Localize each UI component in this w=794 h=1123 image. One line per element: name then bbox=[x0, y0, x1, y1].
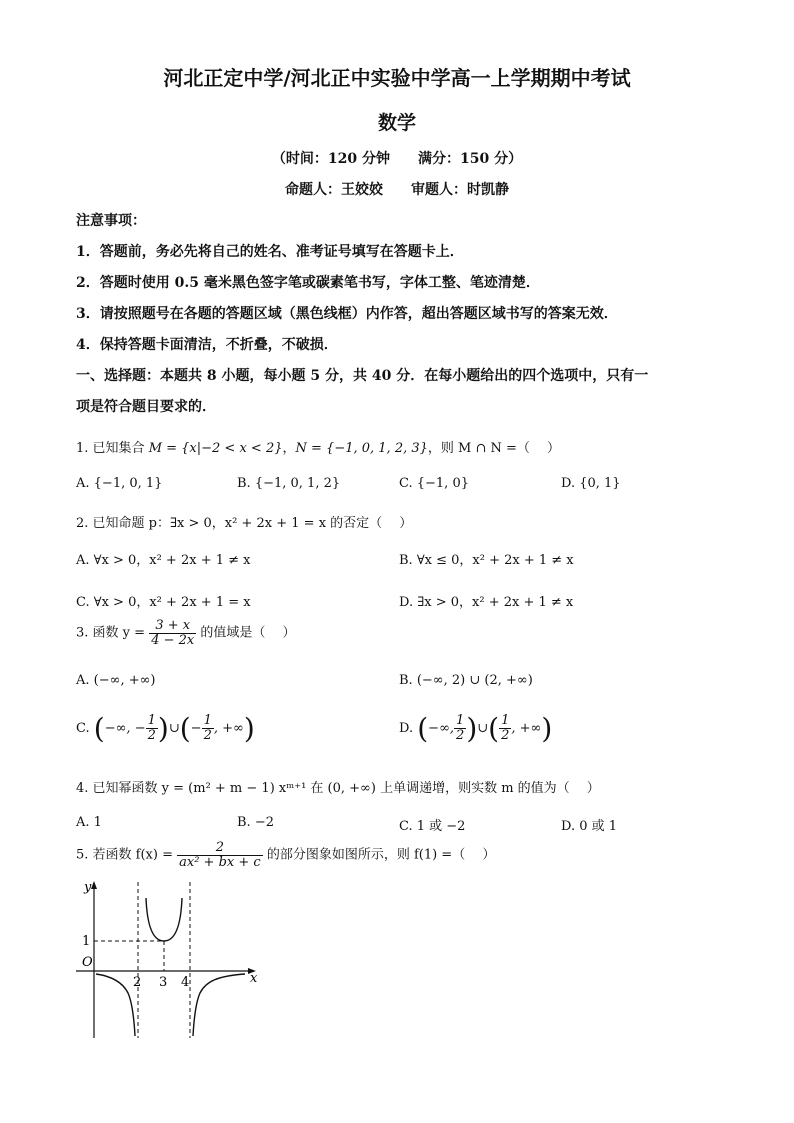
q3-option-d-half-1 bbox=[454, 714, 466, 742]
q1-option-a[interactable]: A. {−1, 0, 1} bbox=[76, 476, 163, 491]
q1-prefix: 1. 已知集合 bbox=[76, 441, 145, 456]
q3-option-c-union: ∪ bbox=[168, 721, 180, 736]
q5-fraction-numerator: 2 bbox=[177, 841, 263, 856]
q5-fraction-denominator: ax² + bx + c bbox=[179, 854, 261, 870]
q3-option-d[interactable]: D. (−∞, $\frac{1}{2}$ )∪( $\frac{1}{2}$ , +∞) bbox=[399, 712, 553, 745]
q3-fraction bbox=[149, 619, 196, 647]
section-heading-line1: 一、选择题：本题共 8 小题，每小题 5 分，共 40 分．在每小题给出的四个选项中，只有一 bbox=[76, 368, 649, 384]
exam-time-info: （时间：120 分钟 满分：150 分） bbox=[271, 151, 523, 167]
x-axis-label: x bbox=[250, 971, 258, 986]
notice-item-1: 1．答题前，务必先将自己的姓名、准考证号填写在答题卡上． bbox=[76, 244, 464, 260]
notice-item-2: 2．答题时使用 0.5 毫米黑色签字笔或碳素笔书写，字体工整、笔迹清楚． bbox=[76, 275, 540, 291]
q3-option-c-part3: , +∞ bbox=[213, 721, 244, 736]
q1-option-b[interactable]: B. {−1, 0, 1, 2} bbox=[237, 476, 341, 491]
half-numerator: 1 bbox=[147, 713, 156, 729]
function-graph bbox=[70, 878, 270, 1043]
q3-option-c-half-2 bbox=[202, 714, 214, 742]
half-denominator: 2 bbox=[147, 728, 156, 743]
q3-option-c-part1: −∞, − bbox=[104, 721, 146, 736]
q3-option-d-half-2 bbox=[499, 714, 511, 742]
y-tick-1: 1 bbox=[82, 934, 91, 949]
q3-prefix: 3. 函数 y = bbox=[76, 625, 146, 641]
curve-middle-branch bbox=[146, 898, 182, 941]
q1-set-n: N = {−1, 0, 1, 2, 3} bbox=[295, 441, 428, 456]
q4-option-c[interactable]: C. 1 或 −2 bbox=[399, 819, 466, 834]
y-axis-label: y bbox=[84, 880, 92, 895]
question-3 bbox=[76, 619, 296, 647]
q2-option-a[interactable]: A. ∀x > 0，x² + 2x + 1 ≠ x bbox=[76, 553, 251, 568]
q1-suffix: ，则 M ∩ N =（ ） bbox=[427, 441, 561, 456]
x-tick-2: 2 bbox=[133, 975, 142, 990]
q1-sep: ， bbox=[282, 441, 296, 456]
q3-option-a[interactable]: A. (−∞, +∞) bbox=[76, 673, 156, 688]
q4-option-a[interactable]: A. 1 bbox=[76, 815, 102, 830]
q2-option-b[interactable]: B. ∀x ≤ 0，x² + 2x + 1 ≠ x bbox=[399, 553, 574, 568]
question-5 bbox=[76, 841, 495, 869]
q3-option-d-label: D. bbox=[399, 721, 414, 736]
curve-right-branch bbox=[193, 974, 245, 1036]
half-numerator: 1 bbox=[456, 713, 465, 729]
q4-option-b[interactable]: B. −2 bbox=[237, 815, 274, 830]
x-tick-4: 4 bbox=[181, 975, 190, 990]
origin-label: O bbox=[82, 955, 93, 970]
q4-option-d[interactable]: D. 0 或 1 bbox=[561, 819, 618, 834]
x-tick-3: 3 bbox=[159, 975, 168, 990]
half-denominator: 2 bbox=[203, 728, 212, 743]
q5-prefix: 5. 若函数 f(x) = bbox=[76, 847, 173, 863]
q3-fraction-denominator: 4 − 2x bbox=[151, 632, 195, 648]
notice-item-4: 4．保持答题卡面清洁，不折叠，不破损． bbox=[76, 337, 338, 353]
subject-title: 数学 bbox=[377, 112, 416, 134]
q3-suffix: 的值域是（ ） bbox=[200, 625, 296, 641]
q3-option-c[interactable]: C. (−∞, − $\frac{1}{2}$ )∪(− $\frac{1}{2}$ , +∞) bbox=[76, 712, 255, 745]
y-axis-arrow bbox=[91, 881, 97, 889]
q2-option-d[interactable]: D. ∃x > 0，x² + 2x + 1 ≠ x bbox=[399, 595, 574, 610]
q3-option-c-part2: − bbox=[190, 721, 202, 736]
question-1 bbox=[76, 437, 560, 456]
q5-suffix: 的部分图象如图所示，则 f(1) =（ ） bbox=[266, 847, 496, 863]
curve-left-branch bbox=[96, 974, 135, 1036]
half-denominator: 2 bbox=[501, 728, 510, 743]
q5-fraction bbox=[177, 841, 263, 869]
notice-heading: 注意事项： bbox=[76, 213, 146, 229]
q3-option-d-part2: , +∞ bbox=[511, 721, 542, 736]
q3-fraction-numerator: 3 + x bbox=[149, 619, 196, 634]
q3-option-c-half-1 bbox=[146, 714, 158, 742]
q3-option-c-label: C. bbox=[76, 721, 90, 736]
page-title: 河北正定中学/河北正中实验中学高一上学期期中考试 bbox=[163, 66, 631, 90]
notice-item-3: 3．请按照题号在各题的答题区域（黑色线框）内作答，超出答题区域书写的答案无效． bbox=[76, 306, 618, 322]
q1-option-d[interactable]: D. {0, 1} bbox=[561, 476, 621, 491]
q3-option-d-union: ∪ bbox=[477, 721, 489, 736]
half-numerator: 1 bbox=[501, 713, 510, 729]
q1-option-c[interactable]: C. {−1, 0} bbox=[399, 476, 469, 491]
half-denominator: 2 bbox=[456, 728, 465, 743]
half-numerator: 1 bbox=[203, 713, 212, 729]
q3-option-d-part1: −∞, bbox=[428, 721, 455, 736]
q3-option-b[interactable]: B. (−∞, 2) ∪ (2, +∞) bbox=[399, 673, 533, 688]
q2-option-c[interactable]: C. ∀x > 0，x² + 2x + 1 = x bbox=[76, 595, 251, 610]
q1-set-m: M = {x|−2 < x < 2} bbox=[148, 441, 283, 456]
exam-authors: 命题人：王姣姣 审题人：时凯静 bbox=[285, 182, 509, 198]
question-4: 4. 已知幂函数 y = (m² + m − 1) xᵐ⁺¹ 在 (0, +∞) 上单调递增，则实数 m 的值为（ ） bbox=[76, 781, 600, 796]
section-heading-line2: 项是符合题目要求的． bbox=[76, 399, 216, 415]
question-2: 2. 已知命题 p：∃x > 0，x² + 2x + 1 = x 的否定（ ） bbox=[76, 516, 413, 531]
